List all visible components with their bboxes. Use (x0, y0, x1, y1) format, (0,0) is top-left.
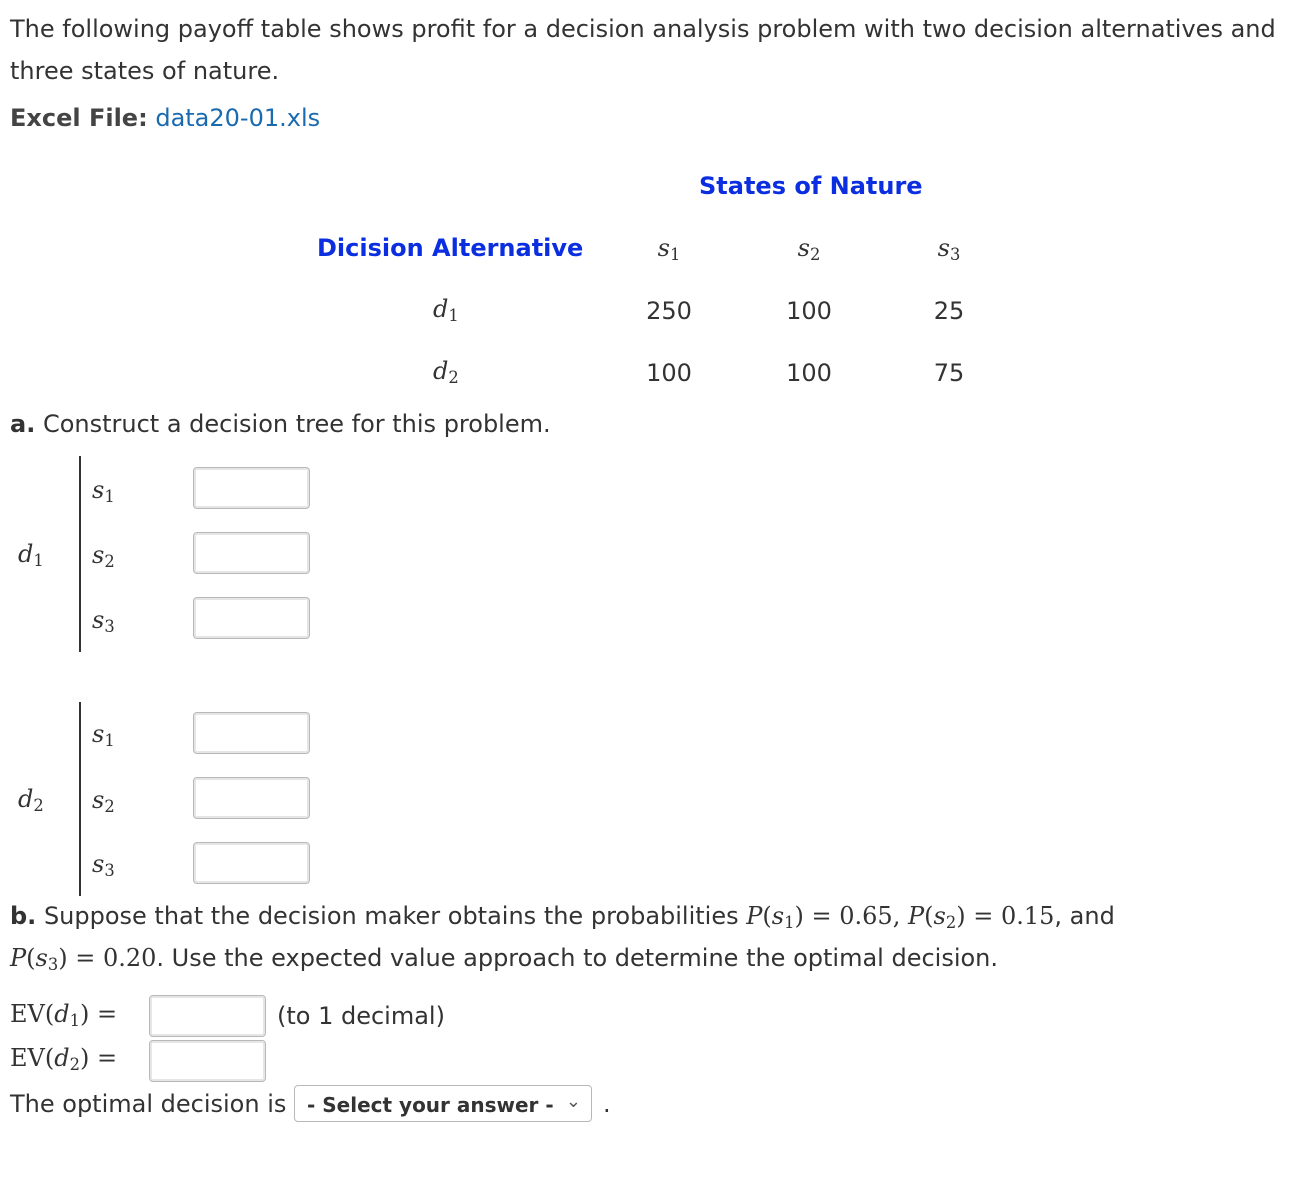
tree-d2-s1-label: $s_1$ (92, 720, 115, 751)
tree-d2-s3-input[interactable] (193, 842, 310, 884)
tree-d2-s2-label: $s_2$ (92, 786, 115, 817)
tree-d1-s3-label: $s_3$ (92, 606, 115, 637)
ev-d1-hint: (to 1 decimal) (277, 1002, 445, 1030)
tree-d2-s3-label: $s_3$ (92, 850, 115, 881)
ev-d1-label: $EV(d_1)$ = (10, 1000, 118, 1031)
cell-d1-s2: 100 (786, 297, 832, 325)
tree-d1-s1-label: $s_1$ (92, 476, 115, 507)
optimal-decision-suffix: . (603, 1090, 611, 1118)
intro-text: The following payoff table shows profit for a decision analysis problem with two decision alternatives and three states of nature. (10, 15, 1276, 85)
cell-d1-s3: 25 (933, 297, 965, 325)
row-label-d1: $d_1$ (433, 295, 459, 326)
ev-d2-input[interactable] (149, 1040, 266, 1082)
cell-d2-s2: 100 (786, 359, 832, 387)
states-of-nature-header: States of Nature (699, 172, 923, 200)
col-header-s1: $s_1$ (657, 234, 681, 265)
chevron-down-icon: ⌄ (565, 1091, 581, 1112)
ev-d1-input[interactable] (149, 995, 266, 1037)
decision-alternative-header: Dicision Alternative (317, 234, 584, 262)
part-b-prompt-line1: b. Suppose that the decision maker obtains the probabilities $P(s_1) = 0.65$, $P(s_2) = 0.15$, and (10, 902, 1115, 933)
tree-d1-s2-input[interactable] (193, 532, 310, 574)
tree-d1-label: $d_1$ (18, 540, 44, 571)
optimal-decision-prefix: The optimal decision is (10, 1090, 287, 1118)
tree-d2-branch-line (79, 702, 81, 896)
tree-d2-s2-input[interactable] (193, 777, 310, 819)
col-header-s2: $s_2$ (797, 234, 821, 265)
tree-d1-branch-line (79, 456, 81, 652)
col-header-s3: $s_3$ (937, 234, 961, 265)
part-a-prompt: a. Construct a decision tree for this problem. (10, 410, 551, 438)
tree-d1-s1-input[interactable] (193, 467, 310, 509)
tree-d2-s1-input[interactable] (193, 712, 310, 754)
row-label-d2: $d_2$ (433, 357, 459, 388)
excel-file-label: Excel File: (10, 104, 148, 132)
ev-d2-label: $EV(d_2)$ = (10, 1044, 118, 1075)
excel-file-link[interactable]: data20-01.xls (155, 104, 321, 132)
part-b-prompt-line2: $P(s_3) = 0.20$. Use the expected value approach to determine the optimal decision. (10, 944, 999, 975)
select-label: - Select your answer - (307, 1093, 554, 1117)
optimal-decision-select[interactable] (294, 1085, 592, 1122)
tree-d1-s2-label: $s_2$ (92, 541, 115, 572)
tree-d2-label: $d_2$ (18, 785, 44, 816)
cell-d1-s1: 250 (646, 297, 692, 325)
excel-file-line (10, 104, 320, 132)
cell-d2-s1: 100 (646, 359, 692, 387)
tree-d1-s3-input[interactable] (193, 597, 310, 639)
cell-d2-s3: 75 (933, 359, 965, 387)
